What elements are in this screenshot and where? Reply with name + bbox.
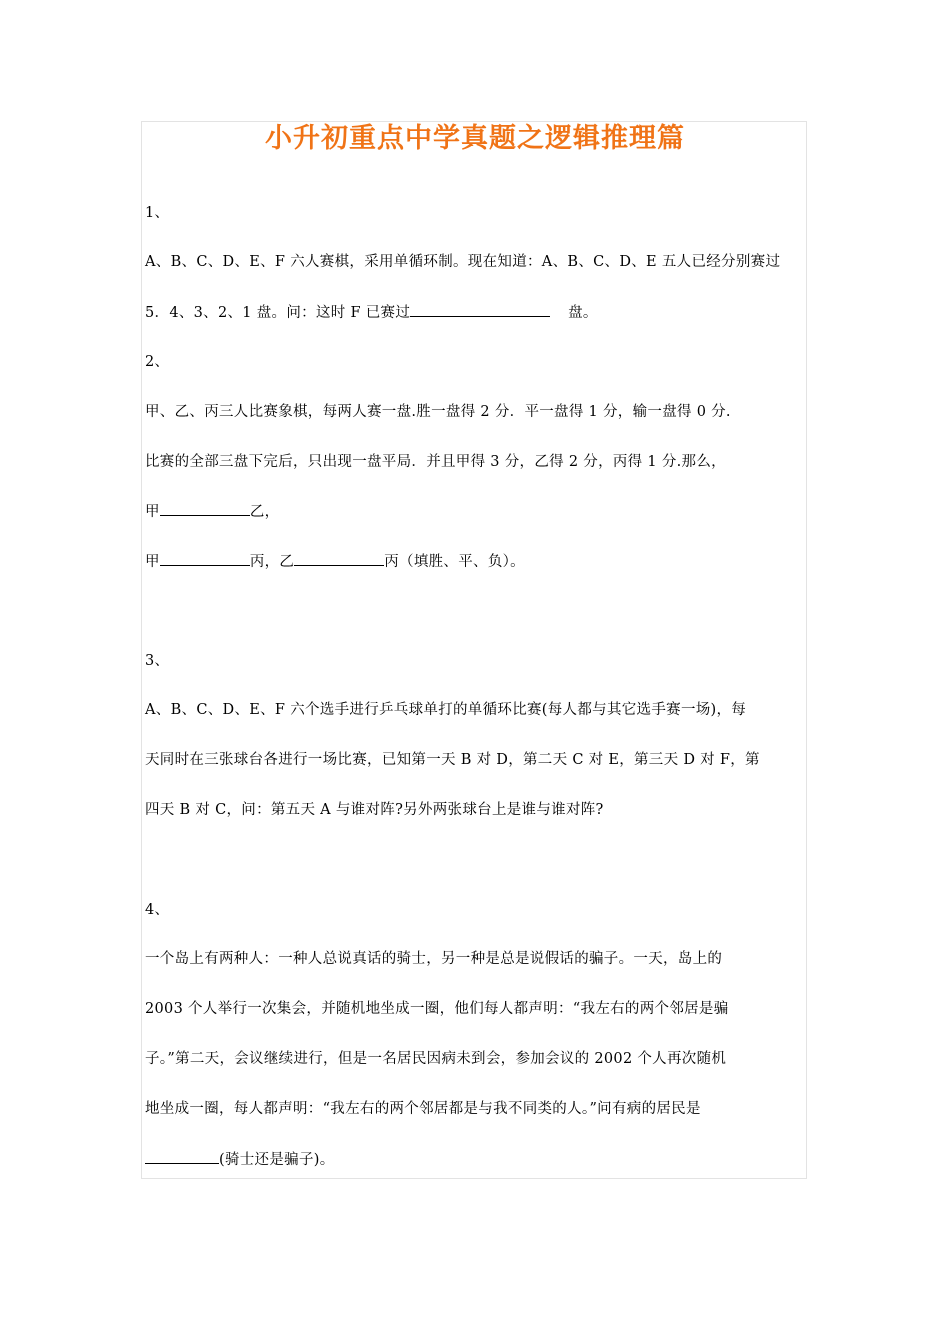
q1-number: 1、 <box>145 205 170 221</box>
q2-line-1: 甲、乙、丙三人比赛象棋，每两人赛一盘.胜一盘得 2 分．平一盘得 1 分，输一盘得 0 分. <box>145 404 731 420</box>
q3-line-1: A、B、C、D、E、F 六个选手进行乒乓球单打的单循环比赛(每人都与其它选手赛一场)，每 <box>145 702 747 718</box>
q1-line-2 <box>145 302 598 323</box>
q1-line-2-tail: 盘。 <box>568 305 598 321</box>
q2-blank-yi-bing[interactable] <box>294 551 384 566</box>
q3-number: 3、 <box>145 653 170 669</box>
q1-line-2-text: 5．4、3、2、1 盘。问：这时 F 已赛过 <box>145 305 411 321</box>
q4-number: 4、 <box>145 902 170 918</box>
q2-blank-jia-bing[interactable] <box>160 551 250 566</box>
q3-line-3: 四天 B 对 C，问：第五天 A 与谁对阵?另外两张球台上是谁与谁对阵? <box>145 802 604 818</box>
q4-answer-blank[interactable] <box>145 1149 219 1164</box>
q4-line-5 <box>145 1149 335 1170</box>
q4-line-5-tail: (骑士还是骗子)。 <box>219 1152 335 1168</box>
q2-line-4-jia: 甲 <box>145 554 160 570</box>
page-title: 小升初重点中学真题之逻辑推理篇 <box>265 123 685 154</box>
q3-line-2: 天同时在三张球台各进行一场比赛，已知第一天 B 对 D，第二天 C 对 E，第三天 D 对 F，第 <box>145 752 760 768</box>
q1-line-1: A、B、C、D、E、F 六人赛棋，采用单循环制。现在知道：A、B、C、D、E 五人已经分别赛过 <box>145 254 781 270</box>
q2-line-4 <box>145 551 525 572</box>
q2-line-2: 比赛的全部三盘下完后，只出现一盘平局．并且甲得 3 分，乙得 2 分，丙得 1 分.那么， <box>145 454 726 470</box>
q2-line-3 <box>145 501 279 522</box>
content-frame <box>141 121 807 1179</box>
q2-line-4-tail: 丙（填胜、平、负）。 <box>384 554 525 570</box>
q2-blank-jia-yi[interactable] <box>160 501 250 516</box>
q4-line-1: 一个岛上有两种人：一种人总说真话的骑士，另一种是总是说假话的骗子。一天，岛上的 <box>145 951 723 967</box>
q4-line-4: 地坐成一圈，每人都声明：“我左右的两个邻居都是与我不同类的人。”问有病的居民是 <box>145 1101 701 1117</box>
q2-number: 2、 <box>145 354 170 370</box>
q2-line-3-jia: 甲 <box>145 504 160 520</box>
q4-line-3: 子。”第二天，会议继续进行，但是一名居民因病未到会，参加会议的 2002 个人再次随机 <box>145 1051 727 1067</box>
q2-line-4-bing-yi: 丙，乙 <box>249 554 295 570</box>
q1-answer-blank[interactable] <box>410 302 550 317</box>
q2-line-3-yi: 乙， <box>249 504 280 520</box>
q4-line-2: 2003 个人举行一次集会，并随机地坐成一圈，他们每人都声明：“我左右的两个邻居是骗 <box>145 1001 729 1017</box>
